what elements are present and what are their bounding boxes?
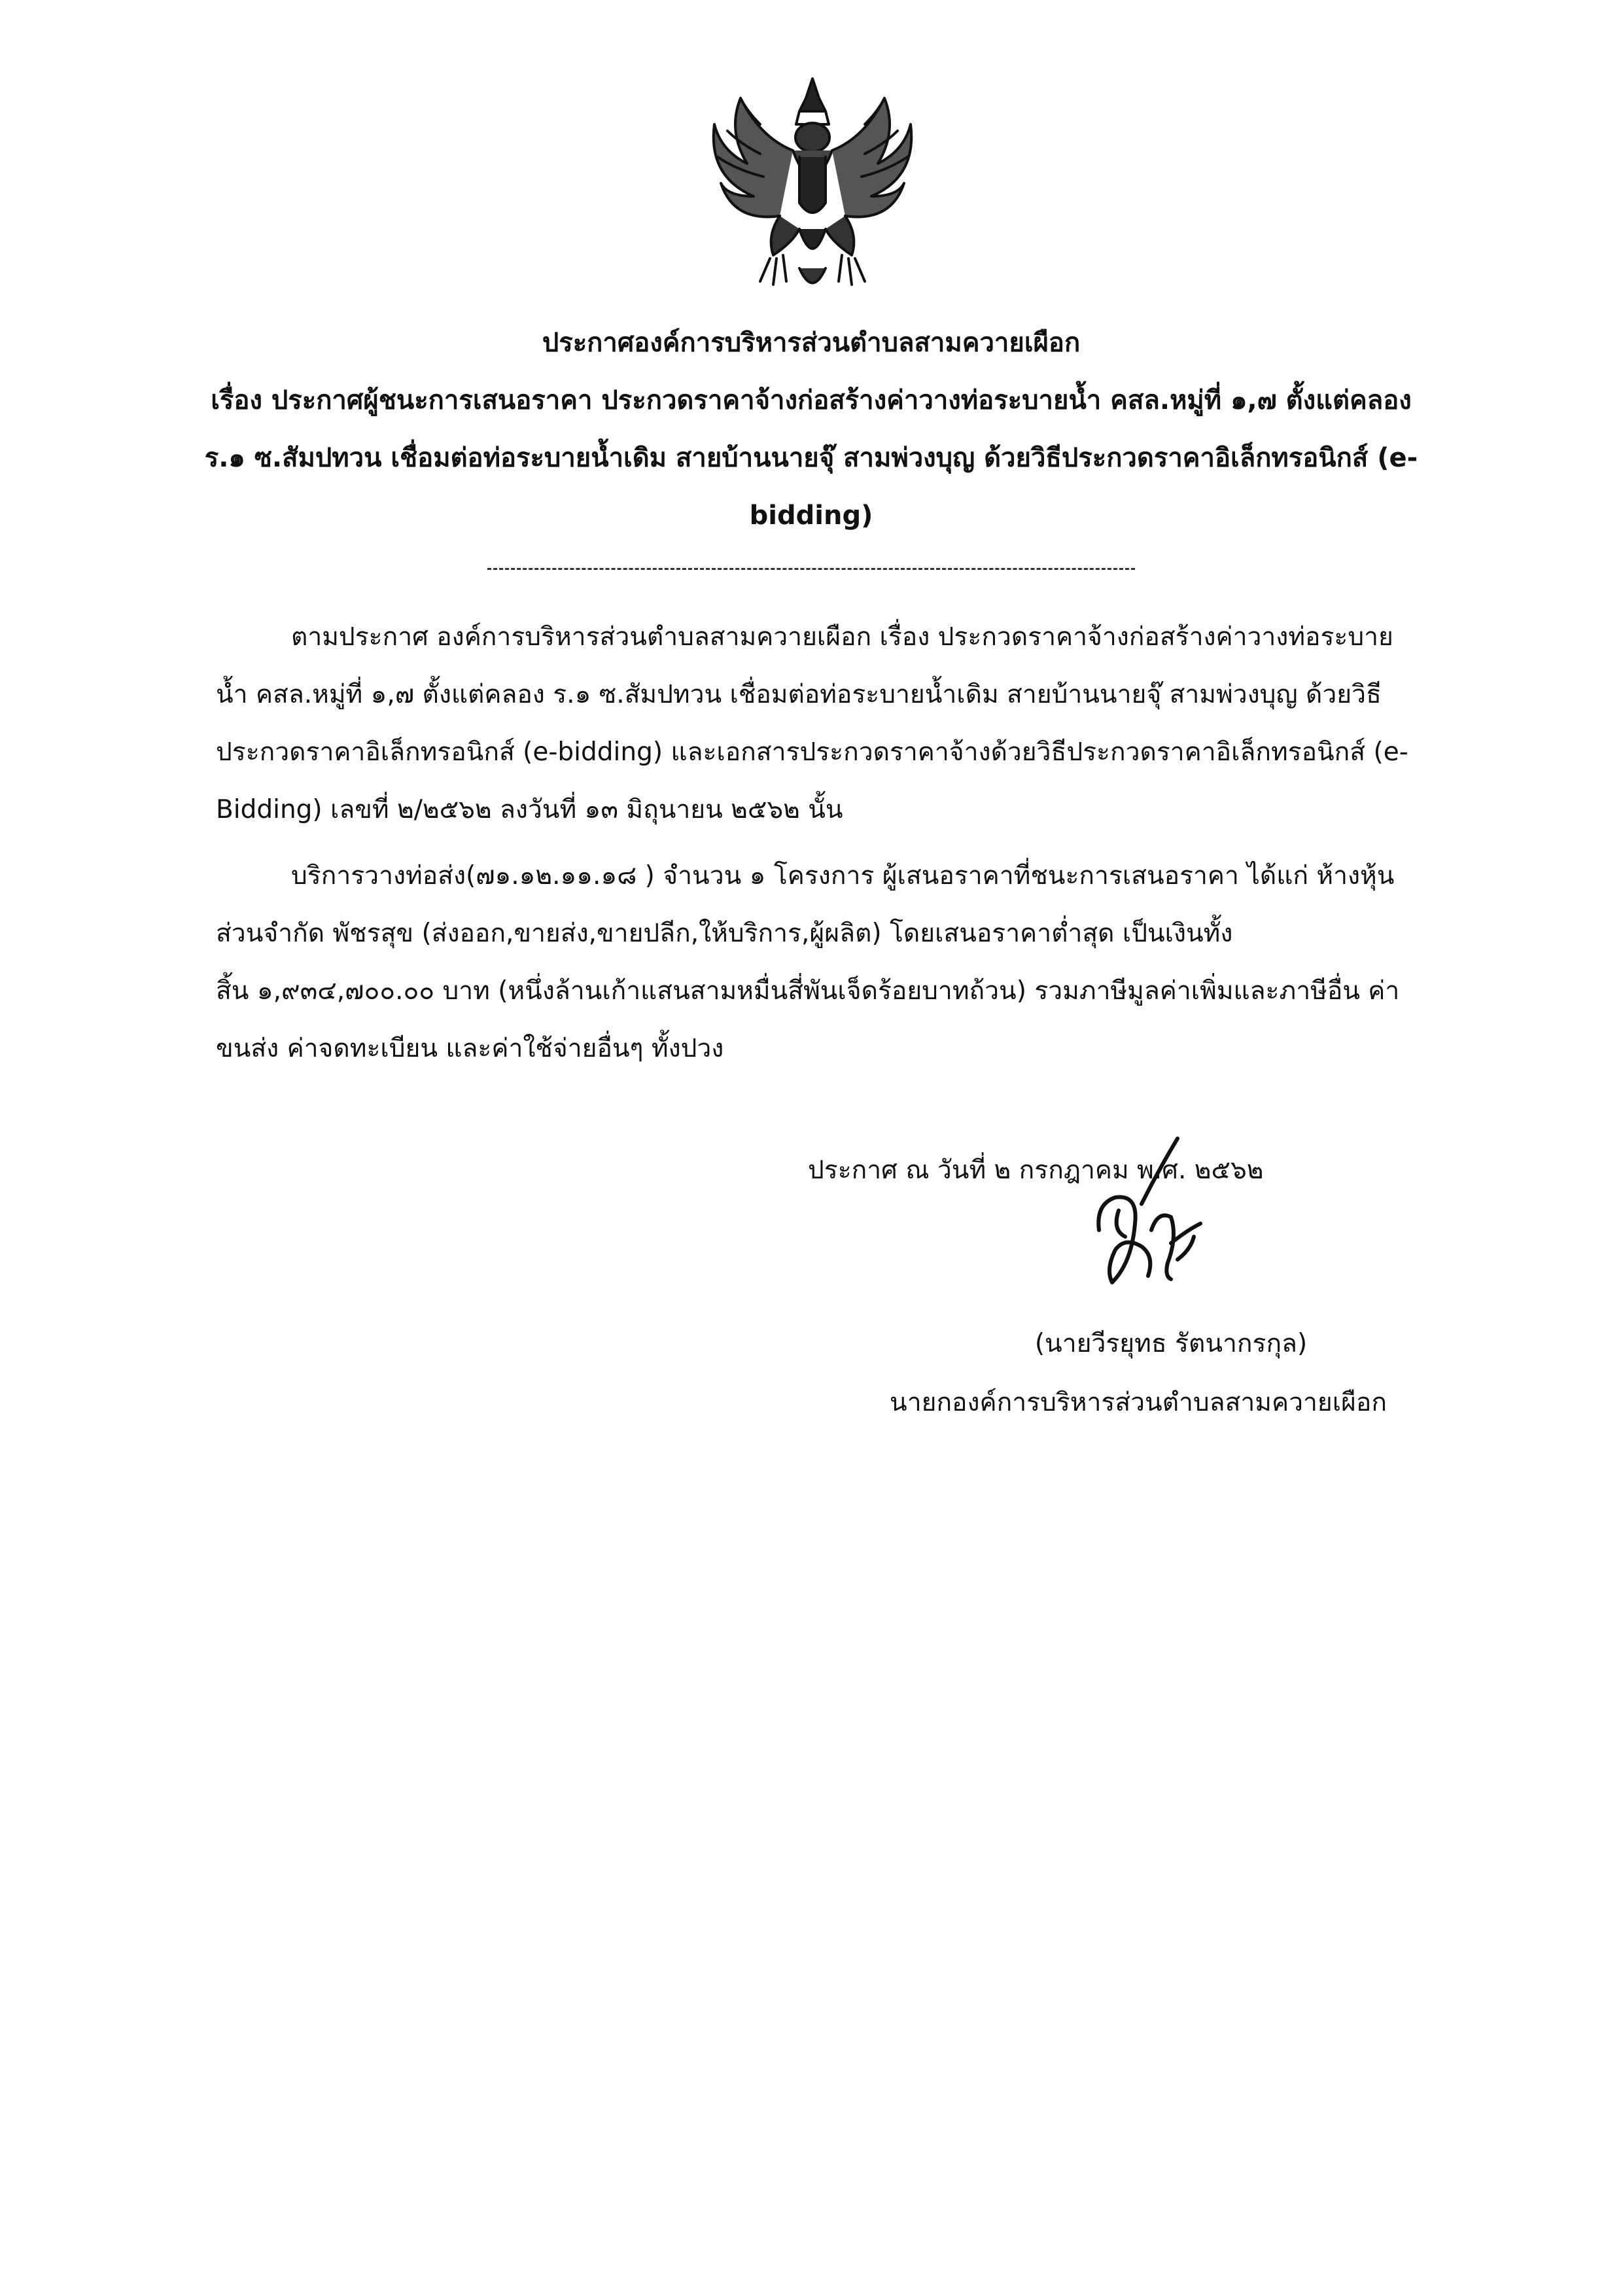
paragraph2-line-1: บริการวางท่อส่ง(๗๑.๑๒.๑๑.๑๘ ) จำนวน ๑ โครงการ ผู้เสนอราคาที่ชนะการเสนอราคา ได้แก่ ห้างหุ้น xyxy=(291,861,1395,891)
paragraph1-line-2: น้ำ คสล.หมู่ที่ ๑,๗ ตั้งแต่คลอง ร.๑ ซ.สัมปทวน เชื่อมต่อท่อระบายน้ำเดิม สายบ้านนายจุ๊ สามพ่วงบุญ ด้วยวิธี xyxy=(216,680,1382,709)
paragraph2-line-3: สิ้น ๑,๙๓๔,๗๐๐.๐๐ บาท (หนึ่งล้านเก้าแสนสามหมื่นสี่พันเจ็ดร้อยบาทถ้วน) รวมภาษีมูลค่าเพิ่มและภาษีอื่น ค่า xyxy=(216,976,1400,1006)
paragraph-winner xyxy=(216,847,1465,1078)
paragraph2-line-4: ขนส่ง ค่าจดทะเบียน และค่าใช้จ่ายอื่นๆ ทั้งปวง xyxy=(216,1034,724,1063)
separator-line xyxy=(487,568,1135,570)
signer-name: (นายวีรยุทธ รัตนากรกุล) xyxy=(1034,1329,1308,1358)
announcement-header xyxy=(150,314,1472,544)
paragraph1-line-4: Bidding) เลขที่ ๒/๒๕๖๒ ลงวันที่ ๑๓ มิถุนายน ๒๕๖๒ นั้น xyxy=(216,795,843,824)
garuda-emblem-icon xyxy=(701,72,924,301)
subject-line-3: bidding) xyxy=(749,501,873,531)
organization-title: ประกาศองค์การบริหารส่วนตำบลสามควายเผือก xyxy=(542,328,1081,358)
paragraph1-line-3: ประกวดราคาอิเล็กทรอนิกส์ (e-bidding) และเอกสารประกวดราคาจ้างด้วยวิธีประกวดราคาอิเล็กทรอนิกส์ (e- xyxy=(216,737,1408,767)
signer-position: นายกองค์การบริหารส่วนตำบลสามควายเผือก xyxy=(890,1388,1387,1417)
announce-date: ประกาศ ณ วันที่ ๒ กรกฎาคม พ.ศ. ๒๕๖๒ xyxy=(808,1156,1264,1185)
handwritten-signature-icon xyxy=(1079,1132,1249,1302)
subject-line-2: ร.๑ ซ.สัมปทวน เชื่อมต่อท่อระบายน้ำเดิม สายบ้านนายจุ๊ สามพ่วงบุญ ด้วยวิธีประกวดราคาอิเล็กทรอนิกส์ (e- xyxy=(204,443,1418,473)
paragraph-reference xyxy=(216,609,1465,839)
paragraph2-line-2: ส่วนจำกัด พัชรสุข (ส่งออก,ขายส่ง,ขายปลีก,ให้บริการ,ผู้ผลิต) โดยเสนอราคาต่ำสุด เป็นเงินทั้ง xyxy=(216,919,1233,948)
paragraph1-line-1: ตามประกาศ องค์การบริหารส่วนตำบลสามควายเผือก เรื่อง ประกวดราคาจ้างก่อสร้างค่าวางท่อระบาย xyxy=(291,622,1393,652)
subject-line-1: เรื่อง ประกาศผู้ชนะการเสนอราคา ประกวดราคาจ้างก่อสร้างค่าวางท่อระบายน้ำ คสล.หมู่ที่ ๑,๗ ตั้งแต่คลอง xyxy=(211,385,1412,415)
